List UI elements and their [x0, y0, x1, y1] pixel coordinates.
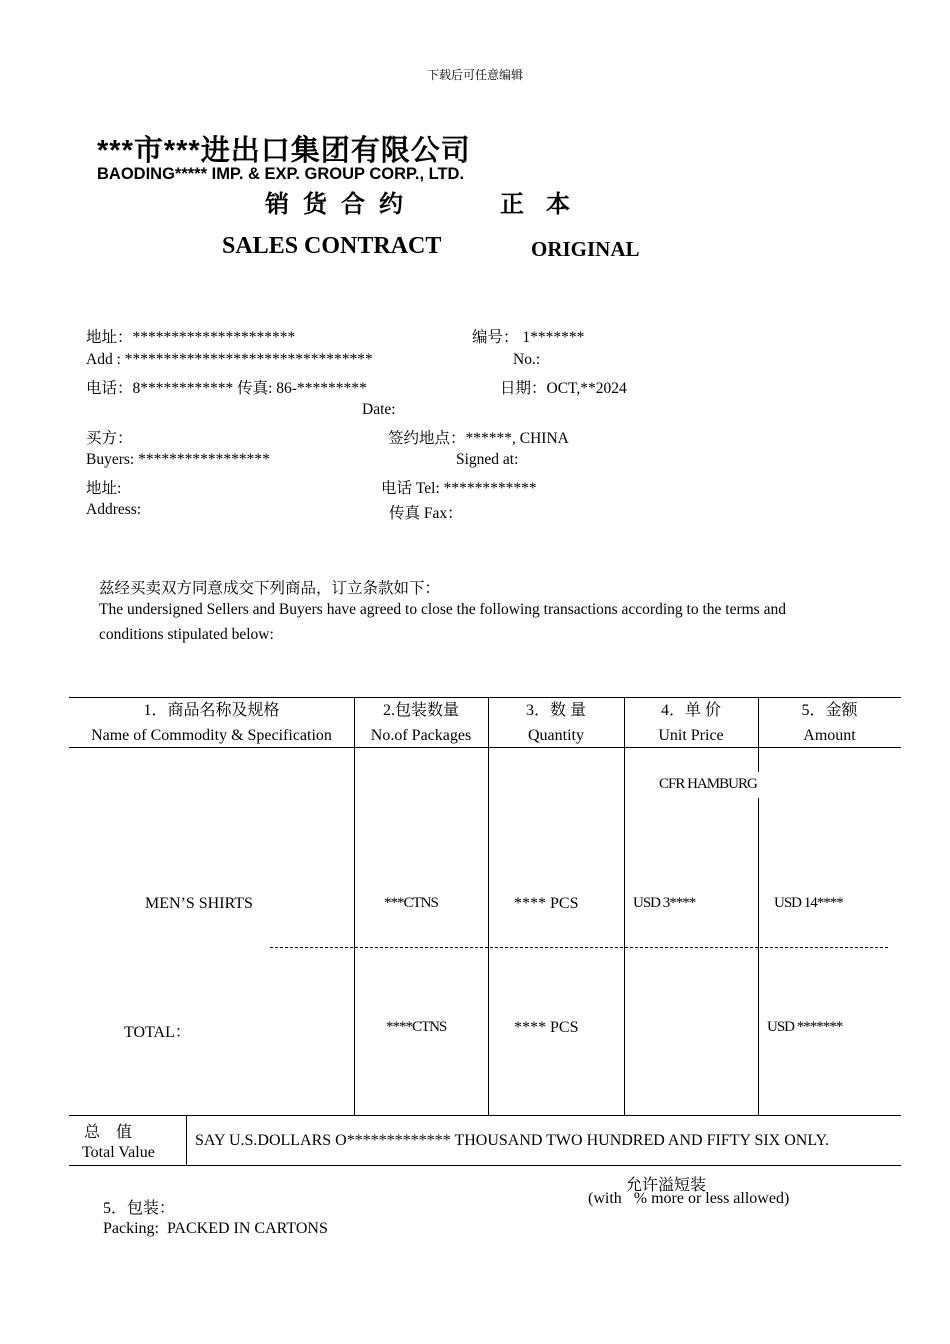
- contract-no-en: No.:: [513, 351, 541, 368]
- contract-no-cn: 编号： 1*******: [472, 329, 585, 346]
- buyer-fax: 传真 Fax：: [389, 505, 463, 522]
- seller-address-cn: 地址：*********************: [86, 329, 296, 346]
- item-unit-price: USD 3****: [633, 895, 696, 911]
- buyer-en: Buyers: *****************: [86, 451, 270, 468]
- header-commodity-en: Name of Commodity & Specification: [91, 727, 332, 744]
- item-amount: USD 14****: [774, 895, 843, 911]
- header-commodity-cn: 1．商品名称及规格: [143, 702, 280, 719]
- header-amount: [758, 698, 901, 748]
- date-cn: 日期：OCT,**2024: [500, 380, 627, 397]
- total-value-label-cn: 总 值: [84, 1124, 133, 1141]
- header-amount-en: Amount: [803, 727, 856, 744]
- signed-at-cn: 签约地点：******, CHINA: [388, 430, 569, 447]
- table-total-value-top: [69, 1115, 901, 1116]
- header-quantity: [488, 698, 624, 748]
- packing-en: Packing: PACKED IN CARTONS: [103, 1220, 328, 1237]
- row-dashed-separator: [270, 947, 888, 948]
- tolerance-cn: 允许溢短装: [626, 1177, 707, 1194]
- header-packages-cn: 2.包装数量: [382, 702, 459, 719]
- seller-address-en: Add : ********************************: [86, 351, 373, 368]
- title-en: SALES CONTRACT: [222, 233, 442, 259]
- header-packages: [354, 698, 488, 748]
- packing-cn: 5．包装：: [103, 1200, 176, 1217]
- item-commodity: MEN’S SHIRTS: [145, 895, 253, 912]
- total-label: TOTAL：: [124, 1024, 191, 1041]
- company-name-en: BAODING***** IMP. & EXP. GROUP CORP., LTD.: [97, 165, 465, 183]
- company-name-cn: ***市***进出口集团有限公司: [97, 135, 471, 167]
- total-amount: USD *******: [767, 1019, 843, 1035]
- seller-tel-fax: 电话：8************ 传真: 86-*********: [86, 380, 367, 397]
- header-unit-price-en: Unit Price: [658, 727, 724, 744]
- intro-en-line1: The undersigned Sellers and Buyers have agreed to close the following transactions according to the terms and: [99, 601, 786, 618]
- col-divider-2: [488, 697, 489, 1115]
- total-quantity: **** PCS: [514, 1019, 579, 1036]
- title-cn: 销 货 合 约: [265, 192, 407, 218]
- total-packages: ****CTNS: [386, 1019, 447, 1035]
- buyer-address-cn: 地址:: [86, 480, 122, 497]
- item-quantity: **** PCS: [514, 895, 579, 912]
- signed-at-en: Signed at:: [456, 451, 519, 468]
- header-quantity-cn: 3．数 量: [525, 702, 586, 719]
- col-divider-3: [624, 697, 625, 1115]
- price-term: CFR HAMBURG: [659, 776, 757, 792]
- total-value-divider: [186, 1115, 187, 1165]
- header-unit-price: [624, 698, 758, 748]
- title-en-copy: ORIGINAL: [531, 237, 640, 261]
- total-value-label-en: Total Value: [82, 1144, 155, 1161]
- header-quantity-en: Quantity: [528, 727, 584, 744]
- item-packages: ***CTNS: [384, 895, 438, 911]
- table-bottom-border: [69, 1165, 901, 1166]
- col-divider-1: [354, 697, 355, 1115]
- header-packages-en: No.of Packages: [370, 727, 472, 744]
- total-value-text: SAY U.S.DOLLARS O************* THOUSAND TWO HUNDRED AND FIFTY SIX ONLY.: [195, 1132, 829, 1149]
- intro-en-line2: conditions stipulated below:: [99, 626, 274, 643]
- tolerance-en: (with % more or less allowed): [588, 1190, 790, 1207]
- header-commodity: [69, 698, 354, 748]
- intro-cn: 兹经买卖双方同意成交下列商品，订立条款如下：: [99, 580, 441, 597]
- date-en: Date:: [362, 401, 396, 418]
- header-amount-cn: 5．金额: [801, 702, 858, 719]
- col-divider-4b: [758, 798, 759, 1115]
- header-unit-price-cn: 4．单 价: [660, 702, 721, 719]
- buyer-cn: 买方：: [86, 430, 133, 447]
- buyer-tel: 电话 Tel: ************: [381, 480, 537, 497]
- buyer-address-en: Address:: [86, 501, 142, 518]
- top-note: 下载后可任意编辑: [426, 68, 523, 82]
- title-cn-copy: 正 本: [500, 192, 578, 218]
